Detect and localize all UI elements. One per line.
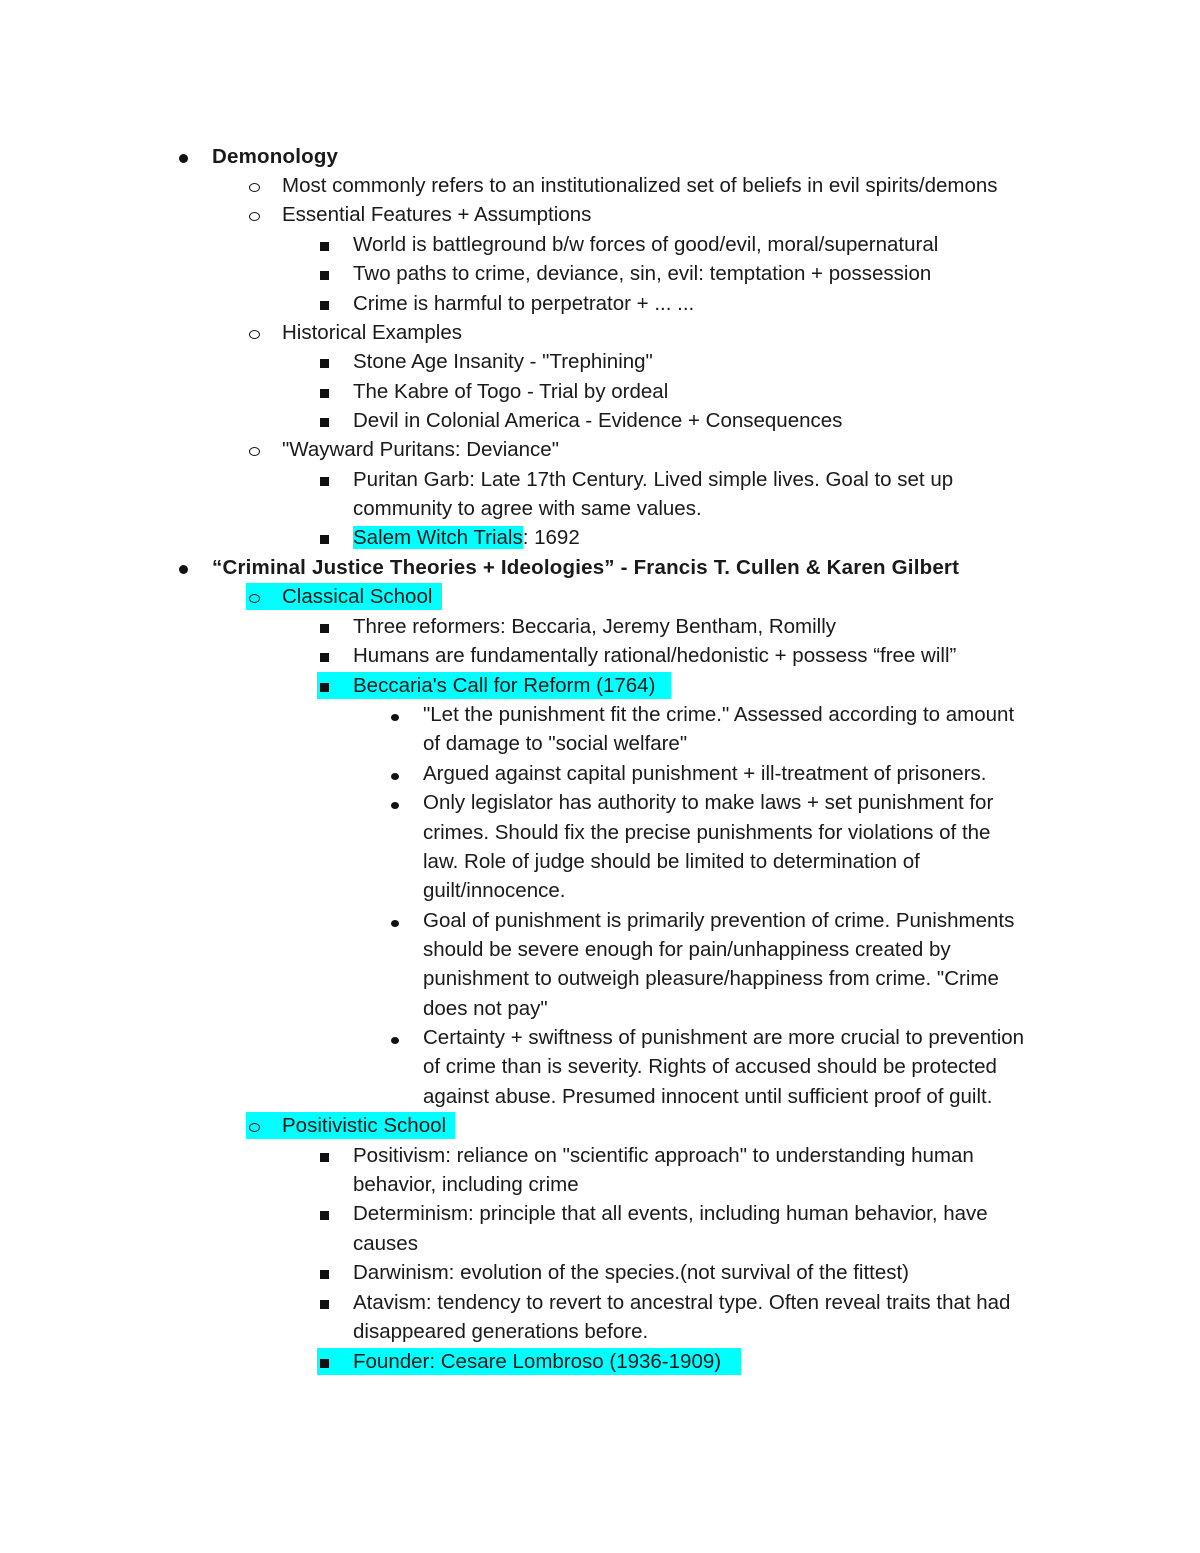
section-heading-demonology: Demonology bbox=[212, 145, 339, 168]
list-item-continuation: should be severe enough for pain/unhappiness created by bbox=[423, 938, 951, 961]
bullet-dot bbox=[173, 142, 193, 171]
list-item-continuation: against abuse. Presumed innocent until sufficient proof of guilt. bbox=[423, 1085, 993, 1108]
list-item-continuation: guilt/innocence. bbox=[423, 879, 566, 902]
list-item: Only legislator has authority to make laws + set punishment for bbox=[423, 791, 994, 814]
list-item-founder: Founder: Cesare Lombroso (1936-1909) bbox=[353, 1350, 722, 1373]
list-item-continuation: disappeared generations before. bbox=[353, 1320, 649, 1343]
bullet-square bbox=[314, 671, 334, 700]
list-item: World is battleground b/w forces of good/evil, moral/supernatural bbox=[353, 233, 939, 256]
list-item: "Wayward Puritans: Deviance" bbox=[282, 438, 559, 461]
list-item-continuation: behavior, including crime bbox=[353, 1173, 579, 1196]
list-item-continuation: does not pay" bbox=[423, 997, 548, 1020]
list-item: Two paths to crime, deviance, sin, evil: temptation + possession bbox=[353, 262, 932, 285]
list-item-text: : 1692 bbox=[522, 526, 580, 549]
list-item: "Let the punishment fit the crime." Assessed according to amount bbox=[423, 703, 1015, 726]
list-item: Goal of punishment is primarily prevention of crime. Punishments bbox=[423, 909, 1015, 932]
bullet-square bbox=[314, 465, 334, 494]
bullet-square bbox=[314, 259, 334, 288]
bullet-square bbox=[314, 523, 334, 552]
list-item: Devil in Colonial America - Evidence + Consequences bbox=[353, 409, 843, 432]
list-item: Puritan Garb: Late 17th Century. Lived simple lives. Goal to set up bbox=[353, 468, 954, 491]
list-item-continuation: punishment to outweigh pleasure/happiness from crime. "Crime bbox=[423, 967, 999, 990]
list-item: Essential Features + Assumptions bbox=[282, 203, 592, 226]
list-item: Humans are fundamentally rational/hedonistic + possess “free will” bbox=[353, 644, 957, 667]
list-item-beccaria: Beccaria's Call for Reform (1764) bbox=[353, 674, 656, 697]
bullet-square bbox=[314, 641, 334, 670]
list-item-continuation: causes bbox=[353, 1232, 418, 1255]
list-item: Positivism: reliance on "scientific approach" to understanding human bbox=[353, 1144, 974, 1167]
list-item: The Kabre of Togo - Trial by ordeal bbox=[353, 380, 669, 403]
bullet-small-dot bbox=[385, 1023, 405, 1052]
bullet-ring bbox=[244, 200, 264, 229]
bullet-square bbox=[314, 612, 334, 641]
bullet-ring bbox=[244, 318, 264, 347]
list-item: Stone Age Insanity - "Trephining" bbox=[353, 350, 653, 373]
bullet-ring bbox=[244, 171, 264, 200]
bullet-ring bbox=[244, 1111, 264, 1140]
section-heading-criminal-justice: “Criminal Justice Theories + Ideologies” - Francis T. Cullen & Karen Gilbert bbox=[212, 556, 960, 579]
list-item: Historical Examples bbox=[282, 321, 462, 344]
list-item: Determinism: principle that all events, including human behavior, have bbox=[353, 1202, 988, 1225]
bullet-small-dot bbox=[385, 759, 405, 788]
bullet-dot bbox=[173, 553, 193, 582]
highlighted-text: Salem Witch Trials bbox=[353, 526, 523, 549]
bullet-square bbox=[314, 377, 334, 406]
bullet-ring bbox=[244, 582, 264, 611]
bullet-small-dot bbox=[385, 700, 405, 729]
bullet-square bbox=[314, 1347, 334, 1376]
bullet-square bbox=[314, 230, 334, 259]
list-item-continuation: community to agree with same values. bbox=[353, 497, 702, 520]
bullet-square bbox=[314, 1258, 334, 1287]
bullet-square bbox=[314, 406, 334, 435]
list-item: Crime is harmful to perpetrator + ... ... bbox=[353, 292, 695, 315]
list-item: Argued against capital punishment + ill-treatment of prisoners. bbox=[423, 762, 987, 785]
list-item: Most commonly refers to an institutionalized set of beliefs in evil spirits/demons bbox=[282, 174, 998, 197]
bullet-small-dot bbox=[385, 906, 405, 935]
bullet-square bbox=[314, 347, 334, 376]
list-item: Darwinism: evolution of the species.(not survival of the fittest) bbox=[353, 1261, 910, 1284]
list-item-continuation: law. Role of judge should be limited to determination of bbox=[423, 850, 920, 873]
subsection-title-positivistic: Positivistic School bbox=[282, 1114, 447, 1137]
bullet-square bbox=[314, 1199, 334, 1228]
subsection-title-classical: Classical School bbox=[282, 585, 433, 608]
bullet-square bbox=[314, 1288, 334, 1317]
bullet-ring bbox=[244, 435, 264, 464]
list-item: Three reformers: Beccaria, Jeremy Bentham, Romilly bbox=[353, 615, 837, 638]
bullet-small-dot bbox=[385, 788, 405, 817]
list-item-continuation: of damage to "social welfare" bbox=[423, 732, 688, 755]
list-item-continuation: crimes. Should fix the precise punishments for violations of the bbox=[423, 821, 991, 844]
list-item-continuation: of crime than is severity. Rights of accused should be protected bbox=[423, 1055, 997, 1078]
list-item: Certainty + swiftness of punishment are more crucial to prevention bbox=[423, 1026, 1025, 1049]
list-item: Atavism: tendency to revert to ancestral type. Often reveal traits that had bbox=[353, 1291, 1011, 1314]
list-item-salem bbox=[353, 523, 580, 552]
bullet-square bbox=[314, 289, 334, 318]
bullet-square bbox=[314, 1141, 334, 1170]
